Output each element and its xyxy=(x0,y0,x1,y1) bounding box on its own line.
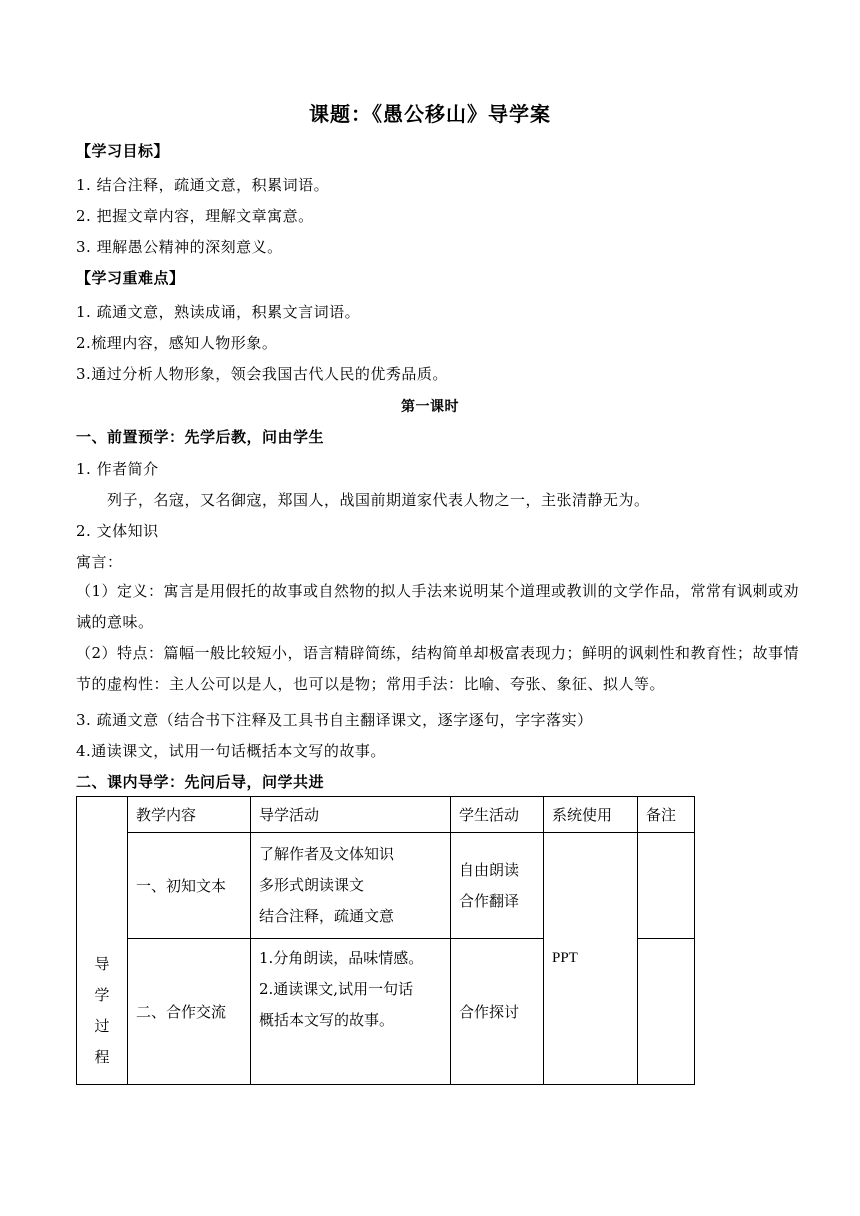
row2-activities xyxy=(251,939,451,1085)
item-3: 3. 疏通文意（结合书下注释及工具书自主翻译课文，逐字逐句，字字落实） xyxy=(76,711,593,729)
author-text: 列子，名寇，又名御寇，郑国人，战国前期道家代表人物之一，主张清静无为。 xyxy=(107,491,650,509)
header-notes: 备注 xyxy=(638,797,695,833)
lesson-label: 第一课时 xyxy=(401,399,459,415)
activity-line: 2.通读课文,试用一句话 xyxy=(259,980,414,998)
document-title: 课题：《愚公移山》导学案 xyxy=(309,102,551,126)
row2-notes xyxy=(638,939,695,1085)
fable-definition: （1）定义：寓言是用假托的故事或自然物的拟人手法来说明某个道理或教训的文学作品，常常有讽刺或劝诫的意味。 xyxy=(76,582,800,631)
side-char: 程 xyxy=(94,1047,110,1066)
student-line: 合作翻译 xyxy=(459,891,520,910)
activity-line: 了解作者及文体知识 xyxy=(259,845,395,863)
side-char: 过 xyxy=(94,1016,110,1035)
side-char: 学 xyxy=(94,985,110,1004)
goals-heading: 【学习目标】 xyxy=(76,142,170,160)
keypoint-item: 3.通过分析人物形象，领会我国古代人民的优秀品质。 xyxy=(76,365,448,383)
side-char: 导 xyxy=(94,954,110,973)
row1-student xyxy=(451,833,544,939)
item-4: 4.通读课文，试用一句话概括本文写的故事。 xyxy=(76,742,386,760)
goal-item: 3. 理解愚公精神的深刻意义。 xyxy=(76,238,283,256)
fable-label: 寓言： xyxy=(76,553,123,571)
genre-heading: 2. 文体知识 xyxy=(76,522,159,540)
header-activities: 导学活动 xyxy=(251,797,451,833)
keypoints-heading: 【学习重难点】 xyxy=(76,269,185,287)
section2-heading: 二、课内导学：先问后导，问学共进 xyxy=(76,773,325,791)
side-label-cell xyxy=(77,797,128,1085)
row1-content: 一、初知文本 xyxy=(128,833,251,939)
keypoint-item: 2.梳理内容，感知人物形象。 xyxy=(76,334,278,352)
activity-line: 1.分角朗读，品味情感。 xyxy=(259,949,424,967)
row1-activities xyxy=(251,833,451,939)
fable-features: （2）特点：篇幅一般比较短小，语言精辟简练，结构简单却极富表现力；鲜明的讽刺性和教育性；故事情节的虚构性：主人公可以是人，也可以是物；常用手法：比喻、夸张、象征、拟人等。 xyxy=(76,644,800,693)
row2-student: 合作探讨 xyxy=(451,939,544,1085)
student-line: 自由朗读 xyxy=(459,860,520,879)
table-row xyxy=(77,833,695,939)
keypoint-item: 1. 疏通文意，熟读成诵，积累文言词语。 xyxy=(76,303,361,321)
goal-item: 1. 结合注释，疏通文意，积累词语。 xyxy=(76,176,330,194)
guide-table xyxy=(76,796,695,1085)
header-system: 系统使用 xyxy=(544,797,638,833)
section1-heading: 一、前置预学：先学后教，问由学生 xyxy=(76,428,325,446)
activity-line: 结合注释，疏通文意 xyxy=(259,907,395,925)
activity-line: 概括本文写的故事。 xyxy=(259,1011,395,1029)
row1-notes xyxy=(638,833,695,939)
system-cell: PPT xyxy=(544,833,638,1085)
activity-line: 多形式朗读课文 xyxy=(259,876,365,894)
table-header-row xyxy=(77,797,695,833)
header-student: 学生活动 xyxy=(451,797,544,833)
author-heading: 1. 作者简介 xyxy=(76,460,159,478)
row2-content: 二、合作交流 xyxy=(128,939,251,1085)
goal-item: 2. 把握文章内容，理解文章寓意。 xyxy=(76,207,314,225)
header-content: 教学内容 xyxy=(128,797,251,833)
